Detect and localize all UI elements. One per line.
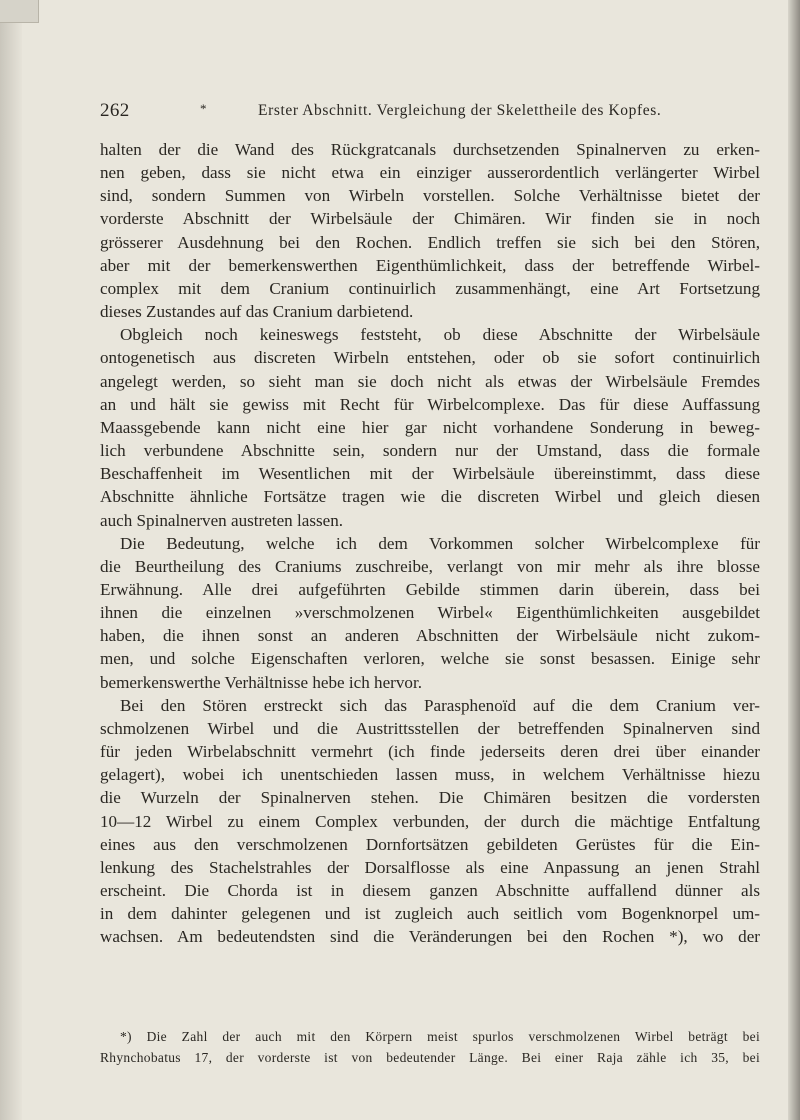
text-line: Die Bedeutung, welche ich dem Vorkommen solcher Wirbelcomplexe für: [120, 533, 760, 553]
text-line: die Beurtheilung des Craniums zuschreibe, verlangt von mir mehr als ihre blosse: [100, 556, 760, 576]
text-line: grösserer Ausdehnung bei den Rochen. Endlich treffen sie sich bei den Stören,: [100, 232, 760, 252]
page-number: 262: [100, 100, 130, 121]
header-marker: *: [200, 101, 208, 116]
page-edge-right: [788, 0, 800, 1120]
text-line: angelegt werden, so sieht man sie doch nicht als etwas der Wirbelsäule Fremdes: [100, 371, 760, 391]
text-line: wachsen. Am bedeutendsten sind die Veränderungen bei den Rochen *), wo der: [100, 927, 760, 947]
text-line: nen geben, dass sie nicht etwa ein einziger ausserordentlich verlängerter Wirbel: [100, 163, 760, 183]
page-header: [100, 100, 740, 124]
text-line: vorderste Abschnitt der Wirbelsäule der Chimären. Wir finden sie in noch: [100, 209, 760, 229]
text-line: dieses Zustandes auf das Cranium darbietend.: [100, 302, 414, 322]
text-line: Bei den Stören erstreckt sich das Parasphenoïd auf die dem Cranium ver-: [120, 695, 760, 715]
running-head: Erster Abschnitt. Vergleichung der Skelettheile des Kopfes.: [258, 102, 662, 119]
text-line: men, und solche Eigenschaften verloren, welche sie sonst besassen. Einige sehr: [100, 649, 760, 669]
text-line: die Wurzeln der Spinalnerven stehen. Die Chimären besitzen die vordersten: [100, 788, 760, 808]
text-line: ontogenetisch aus discreten Wirbeln entstehen, oder ob sie sofort continuirlich: [100, 348, 760, 368]
text-line: aber mit der bemerkenswerthen Eigenthümlichkeit, dass der betreffende Wirbel-: [100, 255, 760, 275]
text-line: bemerkenswerthe Verhältnisse hebe ich hervor.: [100, 672, 422, 692]
text-line: für jeden Wirbelabschnitt vermehrt (ich finde jederseits deren drei über einander: [100, 742, 760, 762]
text-line: Maassgebende kann nicht eine hier gar nicht vorhandene Sonderung in beweg-: [100, 417, 760, 437]
footnote-line: *) Die Zahl der auch mit den Körpern meist spurlos verschmolzenen Wirbel beträgt bei: [120, 1029, 760, 1044]
text-line: halten der die Wand des Rückgratcanals durchsetzenden Spinalnerven zu erken-: [100, 140, 760, 159]
text-line: gelagert), wobei ich unentschieden lassen muss, in welchem Verhältnisse hiezu: [100, 765, 760, 785]
page-edge-left: [0, 0, 22, 1120]
text-line: lich verbundene Abschnitte sein, sondern nur der Umstand, dass die formale: [100, 441, 760, 461]
text-line: an und hält sie gewiss mit Recht für Wirbelcomplexe. Das für diese Auffassung: [100, 394, 760, 414]
text-line: lenkung des Stachelstrahles der Dorsalflosse als eine Anpassung an jenen Strahl: [100, 857, 760, 877]
text-line: eines aus den verschmolzenen Dornfortsätzen gebildeten Gerüstes für die Ein-: [100, 834, 760, 854]
text-line: schmolzenen Wirbel und die Austrittsstellen der betreffenden Spinalnerven sind: [100, 718, 760, 738]
footnote-line: Rhynchobatus 17, der vorderste ist von bedeutender Länge. Bei einer Raja zähle ich 35, bei: [100, 1050, 760, 1065]
footnote: [100, 1026, 760, 1068]
text-line: ihnen die einzelnen »verschmolzenen Wirbel« Eigenthümlichkeiten ausgebildet: [100, 603, 760, 623]
text-line: Obgleich noch keineswegs feststeht, ob diese Abschnitte der Wirbelsäule: [120, 325, 760, 345]
text-line: complex mit dem Cranium continuirlich zusammenhängt, eine Art Fortsetzung: [100, 278, 760, 298]
text-line: Erwähnung. Alle drei aufgeführten Gebilde stimmen darin überein, dass bei: [100, 579, 760, 599]
text-line: in dem dahinter gelegenen und ist zugleich auch seitlich vom Bogenknorpel um-: [100, 904, 760, 924]
body-text: [100, 138, 760, 948]
text-line: Abschnitte ähnliche Fortsätze tragen wie die discreten Wirbel und gleich diesen: [100, 487, 760, 507]
text-line: erscheint. Die Chorda ist in diesem ganzen Abschnitte auffallend dünner als: [100, 881, 760, 900]
text-line: haben, die ihnen sonst an anderen Abschnitten der Wirbelsäule nicht zukom-: [100, 626, 760, 646]
text-line: auch Spinalnerven austreten lassen.: [100, 510, 344, 530]
text-line: 10—12 Wirbel zu einem Complex verbunden, der durch die mächtige Entfaltung: [100, 811, 760, 831]
text-line: Beschaffenheit im Wesentlichen mit der Wirbelsäule übereinstimmt, dass diese: [100, 464, 760, 484]
page-corner: [0, 0, 39, 23]
text-line: sind, sondern Summen von Wirbeln vorstellen. Solche Verhältnisse bietet der: [100, 186, 760, 206]
